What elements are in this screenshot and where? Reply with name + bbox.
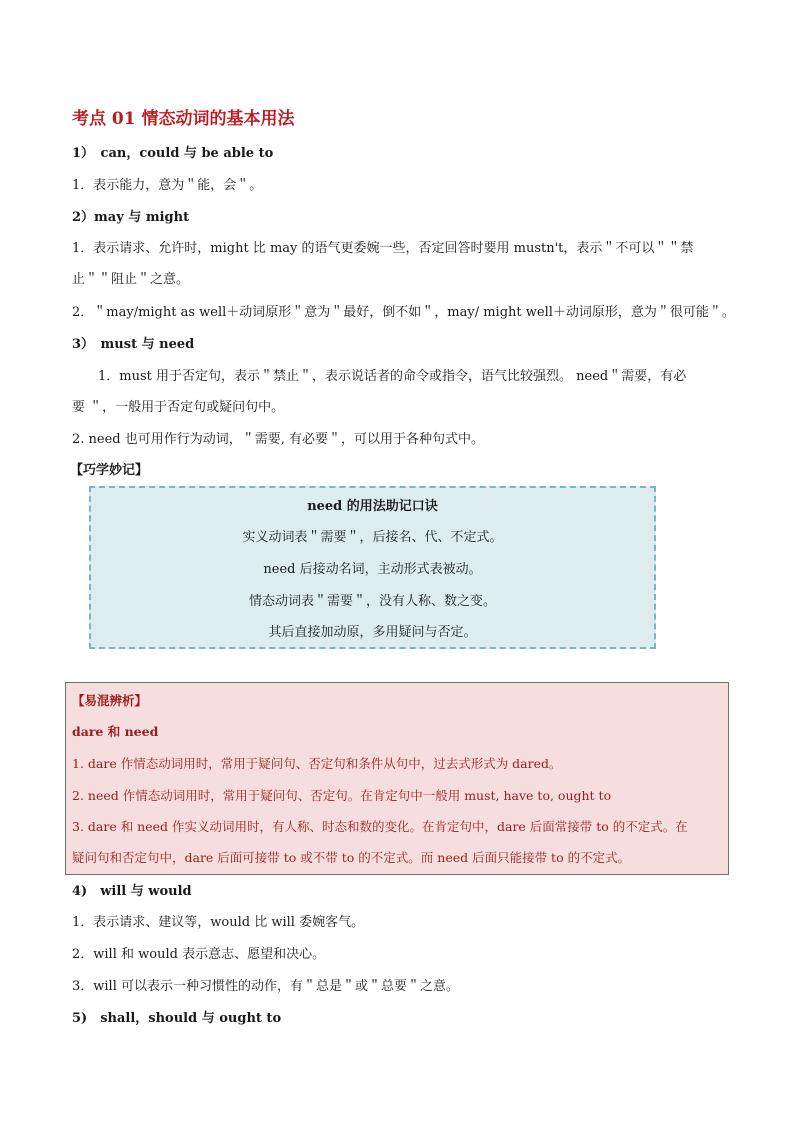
heading-can-could: 1） can，could 与 be able to <box>72 146 274 161</box>
confusion-line: 2. need 作情态动词用时，常用于疑问句、否定句。在肯定句中一般用 must, have to, ought to <box>72 788 612 803</box>
confusion-line: 1. dare 作情态动词用时，常用于疑问句、否定句和条件从句中，过去式形式为 dared。 <box>72 756 562 771</box>
confusion-heading: dare 和 need <box>72 724 159 739</box>
paragraph-can-1: 1．表示能力，意为＂能，会＂。 <box>72 178 263 193</box>
mnemonic-line: need 后接动名词，主动形式表被动。 <box>263 562 482 577</box>
confusion-box <box>65 682 729 875</box>
mnemonic-line: 情态动词表＂需要＂，没有人称、数之变。 <box>248 594 496 609</box>
paragraph-may-1a: 1．表示请求、允许时，might 比 may 的语气更委婉一些，否定回答时要用 mustn't，表示＂不可以＂＂禁 <box>72 241 694 256</box>
mnemonic-heading: need 的用法助记口诀 <box>307 499 438 514</box>
section-title: 考点 01 情态动词的基本用法 <box>72 109 295 129</box>
mnemonic-line: 其后直接加动原，多用疑问与否定。 <box>268 625 477 640</box>
paragraph-will-2: 2．will 和 would 表示意志、愿望和决心。 <box>72 947 326 962</box>
tip-label: 【巧学妙记】 <box>70 463 149 478</box>
heading-shall-should: 5) shall，should 与 ought to <box>72 1011 282 1026</box>
mnemonic-box <box>89 486 656 649</box>
heading-may-might: 2）may 与 might <box>72 210 190 225</box>
paragraph-must-2: 2. need 也可用作行为动词，＂需要, 有必要＂，可以用于各种句式中。 <box>72 432 485 447</box>
heading-will-would: 4) will 与 would <box>72 884 192 899</box>
heading-must-need: 3） must 与 need <box>72 337 195 352</box>
confusion-label: 【易混辨析】 <box>72 693 148 708</box>
paragraph-may-1b: 止＂＂阻止＂之意。 <box>72 272 190 287</box>
mnemonic-line: 实义动词表＂需要＂，后接名、代、不定式。 <box>242 530 503 545</box>
paragraph-may-2: 2．＂may/might as well＋动词原形＂意为＂最好，倒不如＂，may/ might well＋动词原形，意为＂很可能＂。 <box>72 305 735 320</box>
confusion-line: 3. dare 和 need 作实义动词用时，有人称、时态和数的变化。在肯定句中，dare 后面常接带 to 的不定式。在 <box>72 819 688 834</box>
paragraph-must-1a: 1．must 用于否定句，表示＂禁止＂，表示说话者的命令或指令，语气比较强烈。 need＂需要，有必 <box>98 369 687 384</box>
paragraph-will-1: 1．表示请求、建议等，would 比 will 委婉客气。 <box>72 915 365 930</box>
confusion-line: 疑问句和否定句中，dare 后面可接带 to 或不带 to 的不定式。而 need 后面只能接带 to 的不定式。 <box>72 850 631 865</box>
paragraph-will-3: 3．will 可以表示一种习惯性的动作，有＂总是＂或＂总要＂之意。 <box>72 979 460 994</box>
paragraph-must-1b: 要 ＂，一般用于否定句或疑问句中。 <box>72 400 285 415</box>
